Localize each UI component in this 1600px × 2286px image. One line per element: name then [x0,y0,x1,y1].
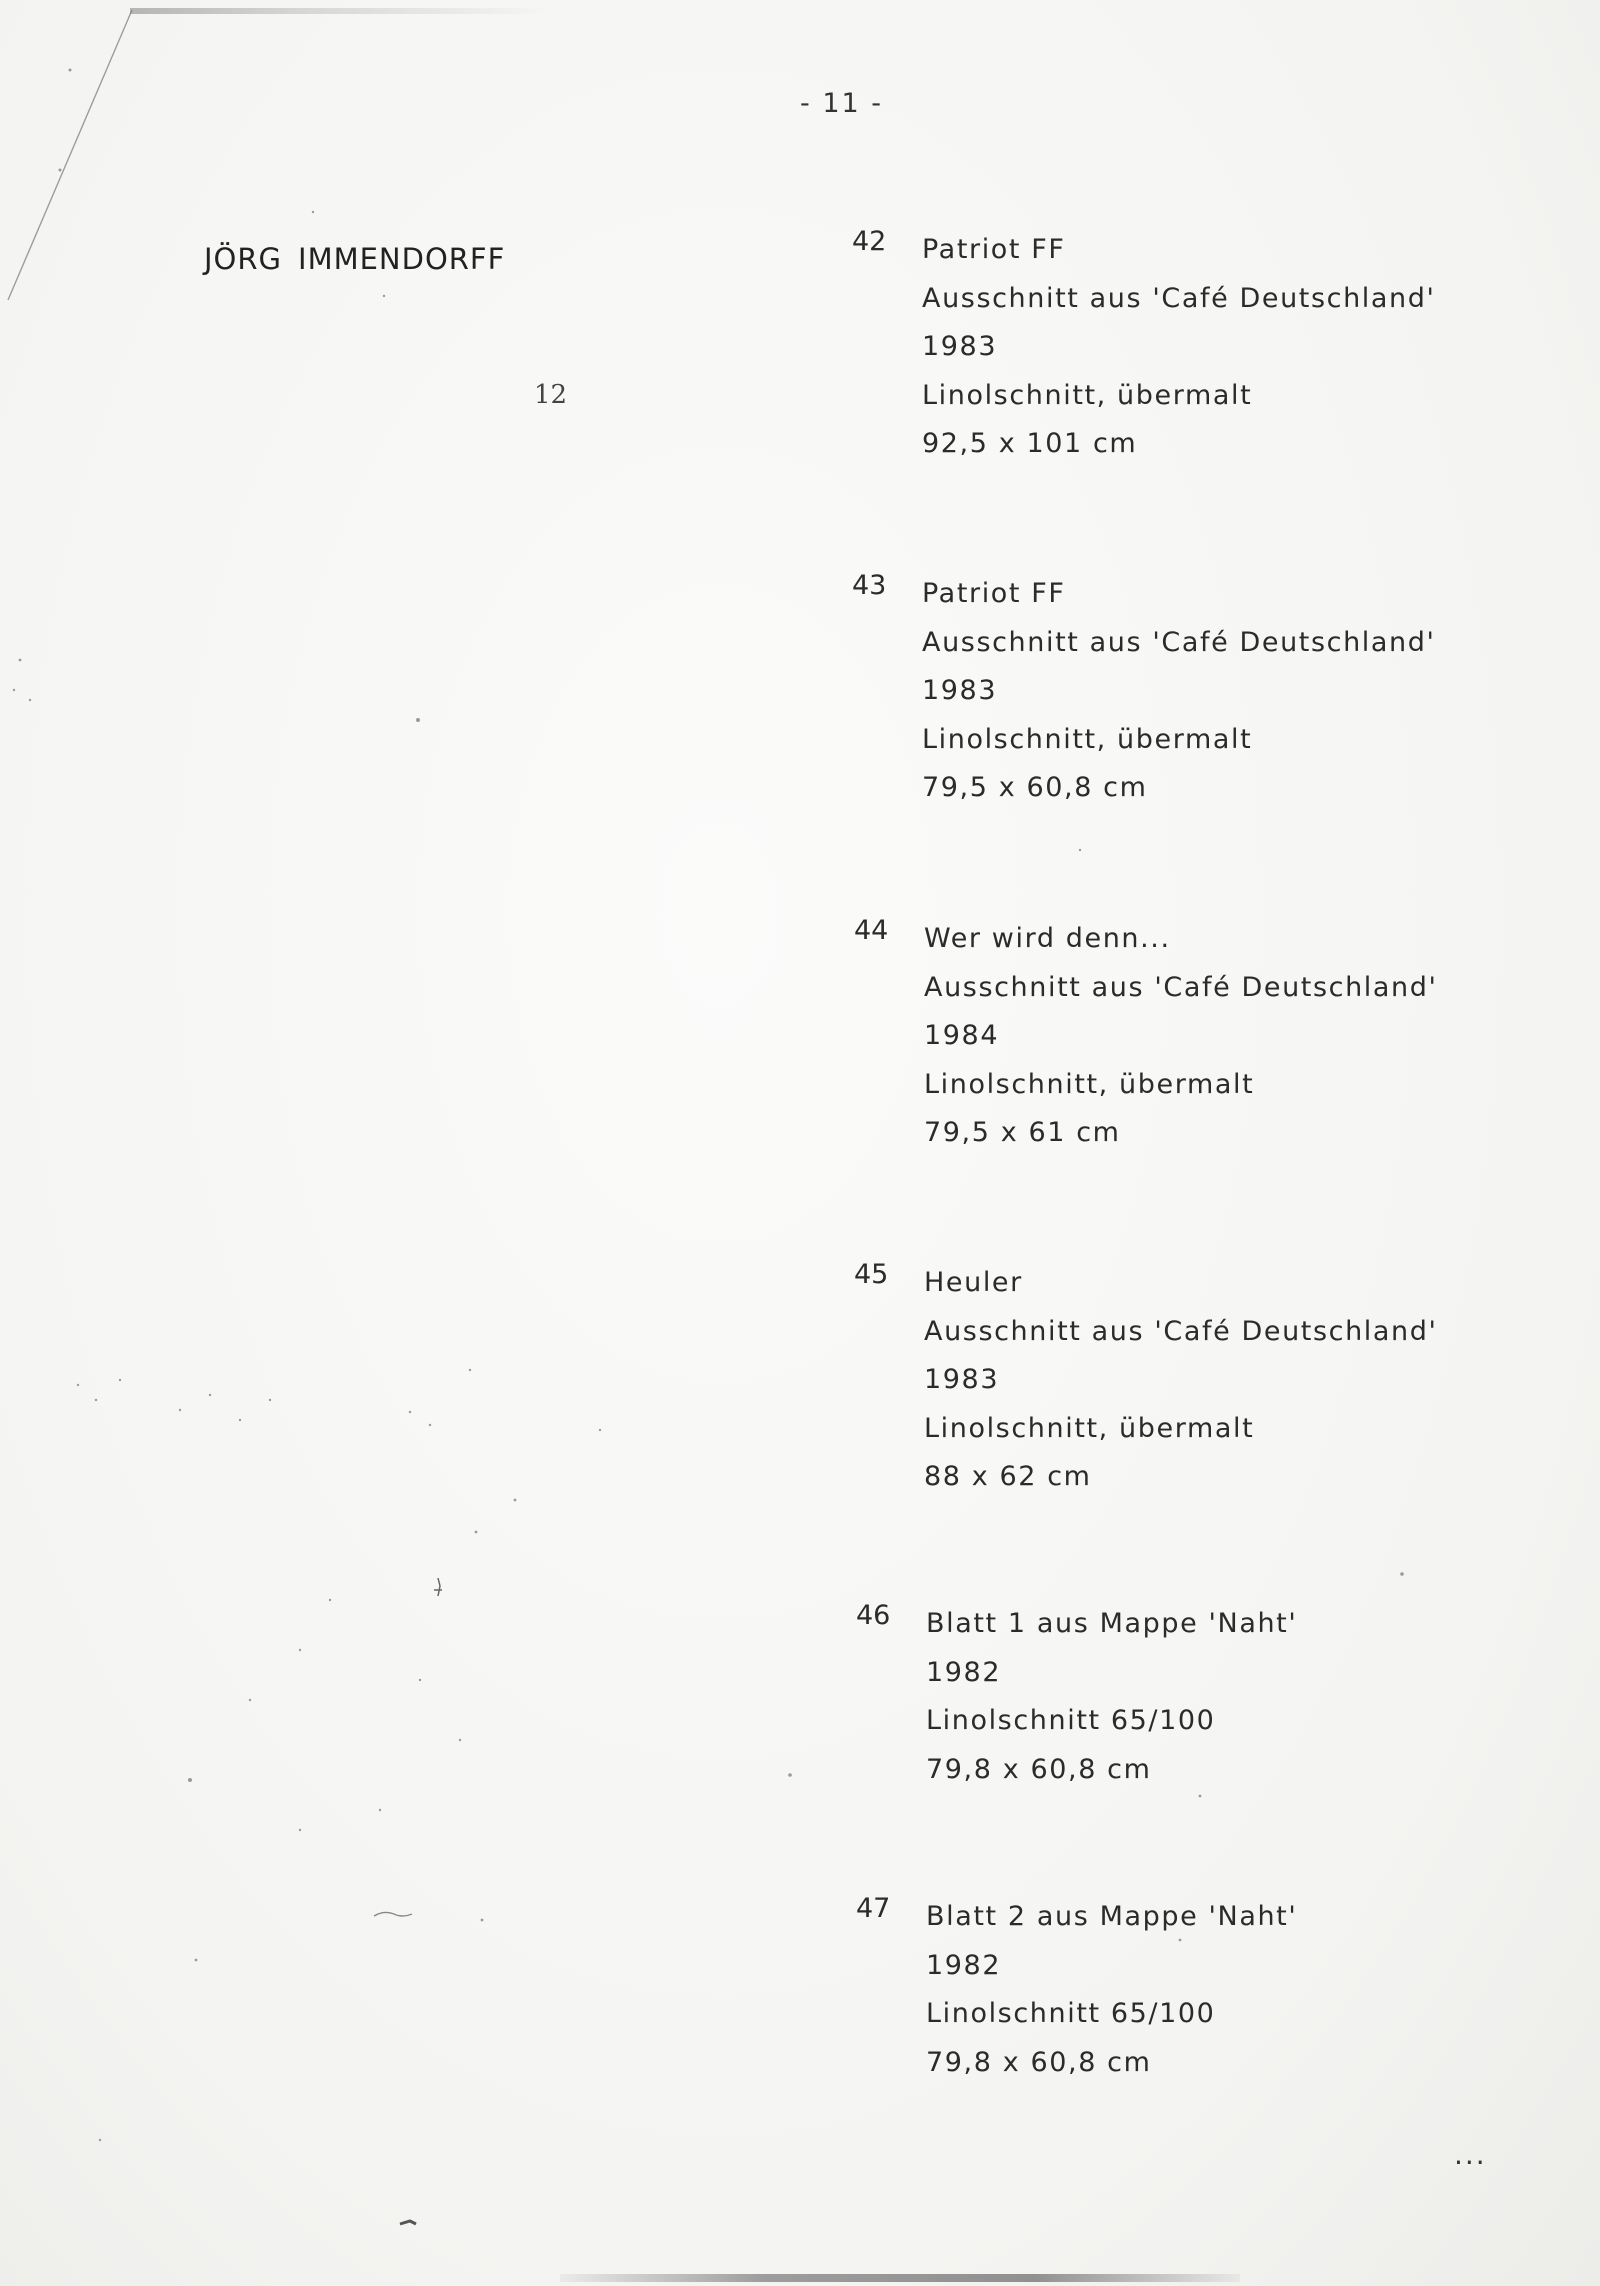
entry-title: Blatt 1 aus Mappe 'Naht' [926,1608,1298,1639]
entry-number: 42 [852,226,887,257]
entry-source: Ausschnitt aus 'Café Deutschland' [924,971,1438,1003]
entry-source: Ausschnitt aus 'Café Deutschland' [922,282,1436,314]
entry-year: 1982 [926,1656,1002,1688]
entry-title: Blatt 2 aus Mappe 'Naht' [926,1901,1298,1932]
continuation-mark: ... [1454,2138,1487,2171]
entry-dimensions: 79,5 x 61 cm [924,1117,1121,1148]
entry-dimensions: 79,8 x 60,8 cm [926,1753,1152,1785]
entry-source: Ausschnitt aus 'Café Deutschland' [922,626,1436,658]
entry-dimensions: 92,5 x 101 cm [922,428,1138,459]
entry-number: 47 [856,1893,891,1924]
entry-title: Patriot FF [922,578,1066,609]
entry-details [924,915,1438,1158]
entry-dimensions: 79,5 x 60,8 cm [922,772,1148,803]
entry-year: 1983 [922,331,998,362]
entry-dimensions: 88 x 62 cm [924,1461,1092,1492]
entry-details [922,570,1436,813]
entry-technique: Linolschnitt 65/100 [926,1998,1216,2029]
entry-year: 1984 [924,1020,1000,1051]
entry-number: 46 [856,1600,891,1631]
entry-dimensions: 79,8 x 60,8 cm [926,2046,1152,2078]
entry-year: 1982 [926,1949,1002,1981]
entry-details [922,226,1436,469]
artist-name [204,242,505,276]
entry-number: 45 [854,1259,889,1290]
entry-details [926,1600,1297,1794]
handwritten-mark: 12 [534,380,568,410]
entry-title: Heuler [924,1267,1023,1298]
page-number: - 11 - [800,88,884,119]
entry-title: Wer wird denn... [924,923,1171,954]
entry-year: 1983 [922,675,998,706]
entry-number: 43 [852,570,887,601]
entry-title: Patriot FF [922,234,1066,265]
entry-details [924,1259,1438,1502]
entry-details [926,1893,1297,2087]
entry-source: Ausschnitt aus 'Café Deutschland' [924,1315,1438,1347]
entry-technique: Linolschnitt, übermalt [922,379,1253,411]
entry-technique: Linolschnitt 65/100 [926,1705,1216,1736]
entry-technique: Linolschnitt, übermalt [924,1412,1255,1444]
entry-year: 1983 [924,1364,1000,1395]
artist-last-name: IMMENDORFF [298,242,506,276]
entry-number: 44 [854,915,889,946]
entry-technique: Linolschnitt, übermalt [922,723,1253,755]
artist-first-name: JÖRG [204,242,283,276]
entry-technique: Linolschnitt, übermalt [924,1068,1255,1100]
